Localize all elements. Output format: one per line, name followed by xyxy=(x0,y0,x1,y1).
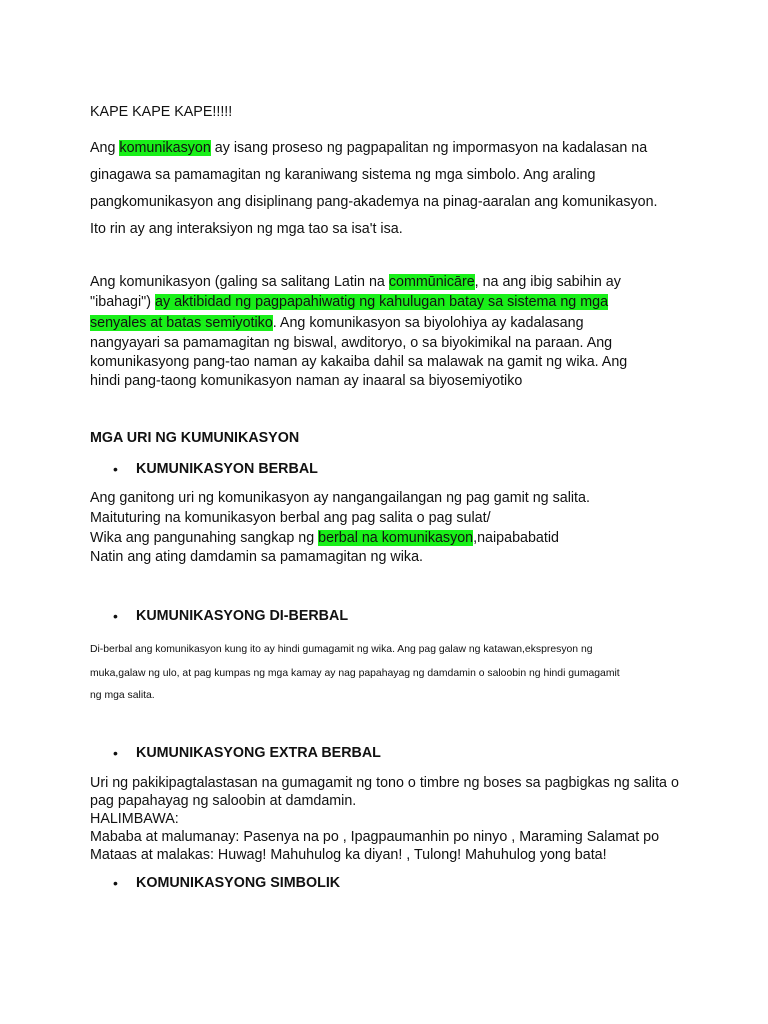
diberbal-line-1: Di-berbal ang komunikasyon kung ito ay hindi gumagamit ng wika. Ang pag galaw ng katawan,ekspresyon ng xyxy=(90,644,593,655)
bullet-icon: • xyxy=(113,875,118,891)
paragraph-2-line-1 xyxy=(90,272,621,292)
paragraph-2-line-4: nangyayari sa pamamagitan ng biswal, awditoryo, o sa biyokimikal na paraan. Ang xyxy=(90,335,613,351)
extra-line-1: Uri ng pakikipagtalastasan na gumagamit ng tono o timbre ng boses sa pagbigkas ng salita o xyxy=(90,775,679,791)
text-span: Ang xyxy=(90,140,120,156)
heading-simbolik: KOMUNIKASYONG SIMBOLIK xyxy=(136,875,341,891)
text-span: ,naipababatid xyxy=(473,530,559,546)
bullet-icon: • xyxy=(113,745,118,761)
highlighted-text: ay aktibidad ng pagpapahiwatig ng kahulugan batay sa sistema ng mga xyxy=(155,294,609,310)
heading-extra-berbal: KUMUNIKASYONG EXTRA BERBAL xyxy=(136,745,381,761)
paragraph-1-line-2: ginagawa sa pamamagitan ng karaniwang sistema ng mga simbolo. Ang araling xyxy=(90,167,596,183)
bullet-icon: • xyxy=(113,608,118,624)
extra-line-3: HALIMBAWA: xyxy=(90,811,179,827)
extra-line-2: pag papahayag ng saloobin at damdamin. xyxy=(90,793,357,809)
text-span: , na ang ibig sabihin ay xyxy=(474,274,621,290)
paragraph-1-line-4: Ito rin ay ang interaksiyon ng mga tao sa isa't isa. xyxy=(90,221,403,237)
diberbal-line-3: ng mga salita. xyxy=(90,690,155,701)
bullet-icon: • xyxy=(113,461,118,477)
highlighted-text: berbal na komunikasyon xyxy=(318,530,474,546)
highlighted-text: komunikasyon xyxy=(119,140,211,156)
highlighted-text: senyales at batas semiyotiko xyxy=(90,315,273,331)
text-span: Wika ang pangunahing sangkap ng xyxy=(90,530,319,546)
berbal-line-3 xyxy=(90,528,559,548)
berbal-line-1: Ang ganitong uri ng komunikasyon ay nangangailangan ng pag gamit ng salita. xyxy=(90,490,590,506)
section-heading: MGA URI NG KUMUNIKASYON xyxy=(90,430,300,446)
berbal-line-4: Natin ang ating damdamin sa pamamagitan ng wika. xyxy=(90,549,423,565)
text-span: . Ang komunikasyon sa biyolohiya ay kadalasang xyxy=(272,315,584,331)
paragraph-1-line-1 xyxy=(90,138,647,158)
text-span: Ang komunikasyon (galing sa salitang Latin na xyxy=(90,274,389,290)
berbal-line-2: Maituturing na komunikasyon berbal ang pag salita o pag sulat/ xyxy=(90,510,491,526)
text-span: "ibahagi") xyxy=(90,294,155,310)
paragraph-2-line-2 xyxy=(90,292,608,312)
paragraph-2-line-5: komunikasyong pang-tao naman ay kakaiba dahil sa malawak na gamit ng wika. Ang xyxy=(90,354,628,370)
heading-diberbal: KUMUNIKASYONG DI-BERBAL xyxy=(136,608,349,624)
highlighted-text: commūnicāre xyxy=(388,274,475,290)
paragraph-2-line-3 xyxy=(90,313,584,333)
paragraph-1-line-3: pangkomunikasyon ang disiplinang pang-akademya na pinag-aaralan ang komunikasyon. xyxy=(90,194,658,210)
text-span: ay isang proseso ng pagpapalitan ng impormasyon na kadalasan na xyxy=(210,140,648,156)
paragraph-2-line-6: hindi pang-taong komunikasyon naman ay inaaral sa biyosemiyotiko xyxy=(90,373,523,389)
extra-line-5: Mataas at malakas: Huwag! Mahuhulog ka diyan! , Tulong! Mahuhulog yong bata! xyxy=(90,847,607,863)
document-title: KAPE KAPE KAPE!!!!! xyxy=(90,104,233,120)
heading-berbal: KUMUNIKASYON BERBAL xyxy=(136,461,318,477)
extra-line-4: Mababa at malumanay: Pasenya na po , Ipagpaumanhin po ninyo , Maraming Salamat po xyxy=(90,829,660,845)
diberbal-line-2: muka,galaw ng ulo, at pag kumpas ng mga kamay ay nag papahayag ng damdamin o saloobin ng hindi gumagamit xyxy=(90,668,620,679)
